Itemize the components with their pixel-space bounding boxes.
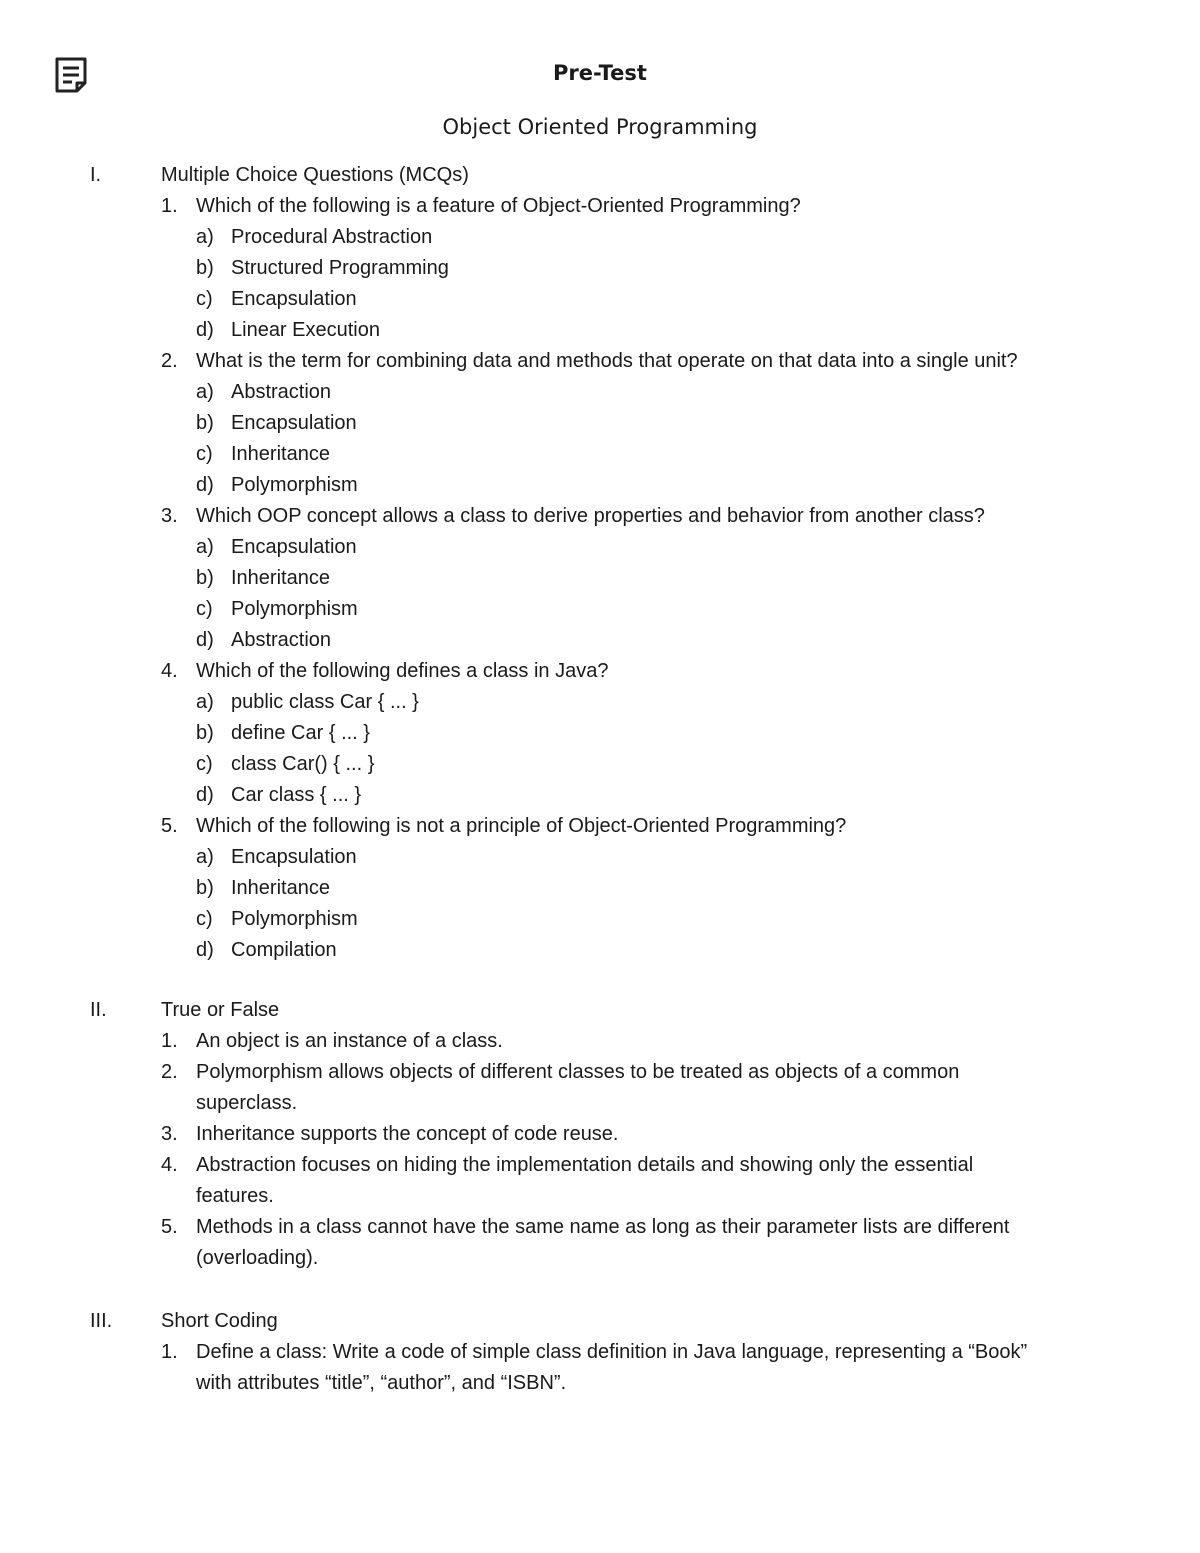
option-text: define Car { ... }: [231, 722, 370, 744]
question-text: Define a class: Write a code of simple class definition in Java language, representing a “Book”: [196, 1341, 1028, 1363]
option-text: Encapsulation: [231, 288, 357, 310]
option-text: Encapsulation: [231, 846, 357, 868]
question-text: Abstraction focuses on hiding the implementation details and showing only the essential: [196, 1154, 974, 1176]
section-numeral: I.: [90, 164, 102, 186]
option-letter: d): [196, 319, 214, 341]
question-text: features.: [196, 1185, 274, 1207]
question-number: 1.: [161, 195, 178, 217]
option-text: Car class { ... }: [231, 784, 362, 806]
option-text: Inheritance: [231, 877, 330, 899]
question-number: 5.: [161, 1216, 178, 1238]
option-letter: d): [196, 629, 214, 651]
option-text: Encapsulation: [231, 536, 357, 558]
question-text: Methods in a class cannot have the same name as long as their parameter lists are different: [196, 1216, 1010, 1238]
option-text: Polymorphism: [231, 474, 358, 496]
question-text: (overloading).: [196, 1247, 319, 1269]
option-letter: a): [196, 381, 214, 403]
question-text: Inheritance supports the concept of code reuse.: [196, 1123, 619, 1145]
option-letter: a): [196, 226, 214, 248]
option-letter: d): [196, 474, 214, 496]
option-letter: a): [196, 846, 214, 868]
question-number: 4.: [161, 660, 178, 682]
option-letter: b): [196, 877, 214, 899]
section-heading: Multiple Choice Questions (MCQs): [161, 164, 469, 186]
question-text: Which of the following defines a class in Java?: [196, 660, 609, 682]
option-text: Linear Execution: [231, 319, 380, 341]
option-text: Abstraction: [231, 381, 332, 403]
option-letter: d): [196, 784, 214, 806]
option-letter: c): [196, 288, 213, 310]
option-text: class Car() { ... }: [231, 753, 375, 775]
option-text: Polymorphism: [231, 908, 358, 930]
option-letter: a): [196, 691, 214, 713]
question-text: Which OOP concept allows a class to derive properties and behavior from another class?: [196, 505, 985, 527]
option-text: public class Car { ... }: [231, 691, 419, 713]
question-text: Polymorphism allows objects of different classes to be treated as objects of a common: [196, 1061, 960, 1083]
option-letter: a): [196, 536, 214, 558]
option-text: Inheritance: [231, 567, 330, 589]
question-number: 1.: [161, 1030, 178, 1052]
option-text: Polymorphism: [231, 598, 358, 620]
section-heading: True or False: [161, 999, 280, 1021]
option-letter: c): [196, 908, 213, 930]
option-letter: b): [196, 412, 214, 434]
option-text: Structured Programming: [231, 257, 449, 279]
question-number: 3.: [161, 505, 178, 527]
question-number: 3.: [161, 1123, 178, 1145]
question-number: 4.: [161, 1154, 178, 1176]
question-text: Which of the following is a feature of Object-Oriented Programming?: [196, 195, 801, 217]
option-text: Abstraction: [231, 629, 332, 651]
section-heading: Short Coding: [161, 1310, 278, 1332]
option-letter: b): [196, 722, 214, 744]
option-letter: c): [196, 598, 213, 620]
question-text: superclass.: [196, 1092, 298, 1114]
page-title: Pre-Test: [553, 61, 647, 85]
option-text: Compilation: [231, 939, 337, 961]
option-text: Procedural Abstraction: [231, 226, 433, 248]
question-text: with attributes “title”, “author”, and “ISBN”.: [196, 1372, 567, 1394]
option-letter: c): [196, 443, 213, 465]
option-letter: b): [196, 567, 214, 589]
question-text: Which of the following is not a principle of Object-Oriented Programming?: [196, 815, 847, 837]
option-letter: c): [196, 753, 213, 775]
option-text: Encapsulation: [231, 412, 357, 434]
option-letter: d): [196, 939, 214, 961]
option-text: Inheritance: [231, 443, 330, 465]
question-text: An object is an instance of a class.: [196, 1030, 503, 1052]
question-number: 5.: [161, 815, 178, 837]
option-letter: b): [196, 257, 214, 279]
question-number: 1.: [161, 1341, 178, 1363]
question-number: 2.: [161, 350, 178, 372]
section-numeral: III.: [90, 1310, 113, 1332]
page-subtitle: Object Oriented Programming: [442, 115, 758, 139]
section-numeral: II.: [90, 999, 107, 1021]
question-number: 2.: [161, 1061, 178, 1083]
question-text: What is the term for combining data and methods that operate on that data into a single unit?: [196, 350, 1018, 372]
